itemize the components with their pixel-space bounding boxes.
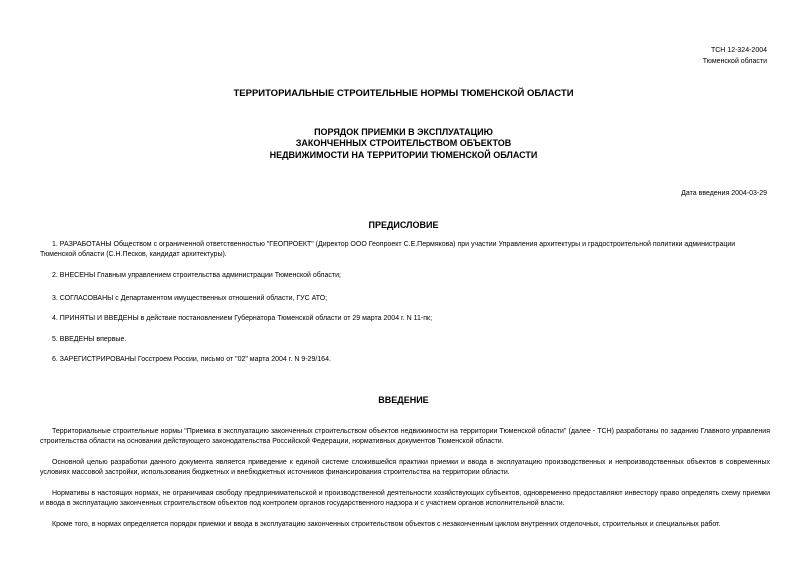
document-code: ТСН 12-324-2004 <box>710 47 767 54</box>
preface-heading: ПРЕДИСЛОВИЕ <box>368 220 439 230</box>
introduction-paragraph-1: Территориальные строительные нормы "Приемка в эксплуатацию законченных строительством объектов недвижимости на территории Тюменской области" (далее - ТСН) разработаны по заданию Главного управления строительства области на основании действующего законодательства Российской Федерации, нормативных документов Тюменской области. <box>40 428 770 445</box>
introduction-paragraph-3: Нормативы в настоящих нормах, не ограничивая свободу предпринимательской и производственной деятельности хозяйствующих субъектов, одновременно предоставляют инвестору право определять схему приемки и ввода в эксплуатацию законченных строительством объектов под контролем органов государственного надзора и с участием органов исполнительной власти. <box>40 490 770 507</box>
preface-item-4: 4. ПРИНЯТЫ И ВВЕДЕНЫ в действие постановлением Губернатора Тюменской области от 29 марта 2004 г. N 11-пк; <box>52 315 433 322</box>
preface-item-2: 2. ВНЕСЕНЫ Главным управлением строительства администрации Тюменской области; <box>52 272 341 279</box>
subtitle-line-3: НЕДВИЖИМОСТИ НА ТЕРРИТОРИИ ТЮМЕНСКОЙ ОБЛАСТИ <box>269 150 538 160</box>
preface-item-3: 3. СОГЛАСОВАНЫ с Департаментом имущественных отношений области, ГУС АТО; <box>52 295 328 302</box>
subtitle-line-1: ПОРЯДОК ПРИЕМКИ В ЭКСПЛУАТАЦИЮ <box>314 127 493 137</box>
preface-item-1: 1. РАЗРАБОТАНЫ Обществом с ограниченной ответственностью "ГЕОПРОЕКТ" (Директор ООО Геопроект С.Е.Пермякова) при участии Управления архитектуры и градостроительной политики администрации Тюменской области (С.Н.Песков, кандидат архитектуры). <box>40 241 736 258</box>
preface-item-6: 6. ЗАРЕГИСТРИРОВАНЫ Госстроем России, письмо от "02" марта 2004 г. N 9-29/164. <box>52 356 331 363</box>
introduction-heading: ВВЕДЕНИЕ <box>378 395 429 405</box>
preface-item-5: 5. ВВЕДЕНЫ впервые. <box>52 336 127 343</box>
document-region: Тюменской области <box>702 58 767 65</box>
subtitle-line-2: ЗАКОНЧЕННЫХ СТРОИТЕЛЬСТВОМ ОБЪЕКТОВ <box>295 138 512 148</box>
document-title: ТЕРРИТОРИАЛЬНЫЕ СТРОИТЕЛЬНЫЕ НОРМЫ ТЮМЕНСКОЙ ОБЛАСТИ <box>233 88 574 99</box>
intro-date: Дата введения 2004-03-29 <box>681 190 767 197</box>
introduction-paragraph-2: Основной целью разработки данного документа является приведение к единой системе сложившейся практики приемки и ввода в эксплуатацию производственных и непроизводственных объектов в современных условиях массовой застройки, использования бюджетных и внебюджетных источников финансирования строительства на территории области. <box>40 459 770 476</box>
introduction-paragraph-4: Кроме того, в нормах определяется порядок приемки и ввода в эксплуатацию законченных строительством объектов с незаконченным циклом внутренних отделочных, строительных и специальных работ. <box>52 521 721 528</box>
